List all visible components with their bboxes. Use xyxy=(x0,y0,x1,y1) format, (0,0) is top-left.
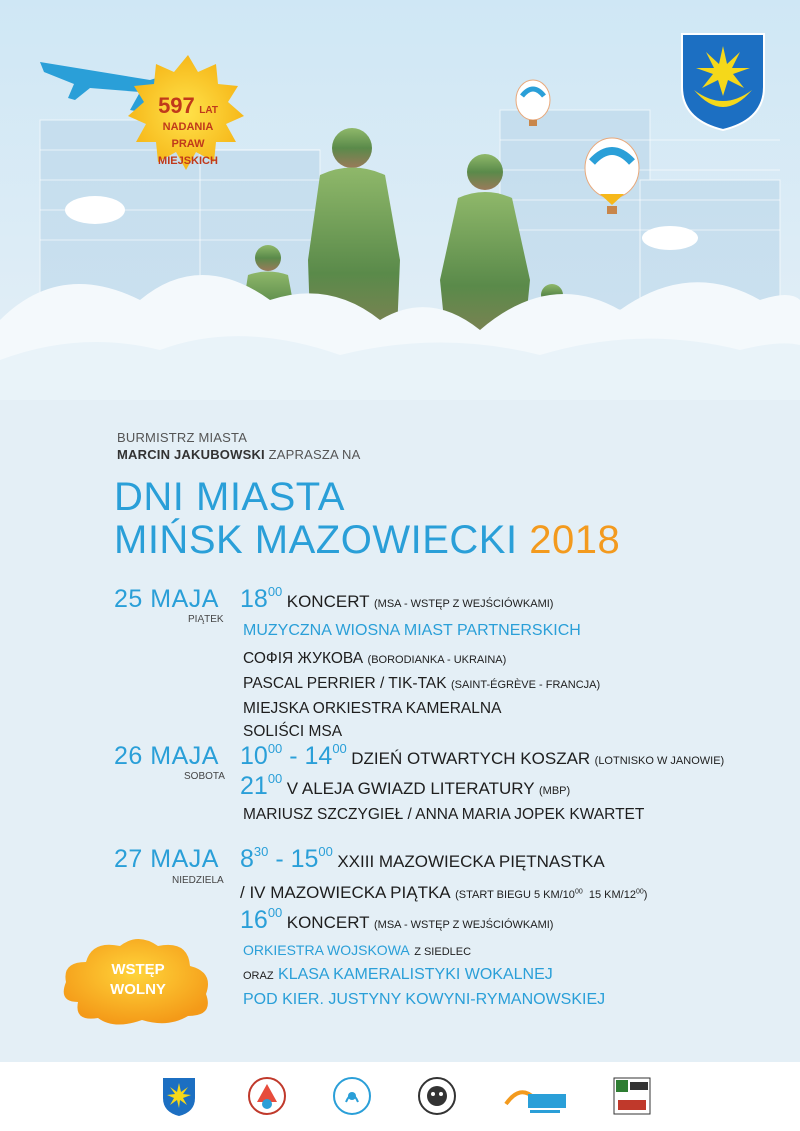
day2-event2-note: (MBP) xyxy=(539,785,571,797)
invitation-line2 xyxy=(117,447,360,462)
day3-event2-title: / IV MAZOWIECKA PIĄTKA xyxy=(240,883,451,902)
day3-weekday: NIEDZIELA xyxy=(172,875,224,886)
day3-event1-title: XXIII MAZOWIECKA PIĘTNASTKA xyxy=(337,852,605,871)
list-item: PASCAL PERRIER / TIK-TAK (SAINT-ÉGRÈVE - FRANCJA) xyxy=(243,675,601,692)
day3-time3: $16^{00}$ xyxy=(240,904,283,934)
day3-event3-title: KONCERT xyxy=(286,913,370,932)
city-crest-icon xyxy=(157,1074,201,1118)
page-title-year: 2018 xyxy=(529,518,621,562)
day2-event1-note: (LOTNISKO W JANOWIE) xyxy=(594,755,725,767)
mosir-logo-icon xyxy=(500,1074,570,1118)
day3-leader: POD KIER. JUSTYNY KOWYNI-RYMANOWSKIEJ xyxy=(243,991,606,1008)
sponsor-footer xyxy=(0,1062,800,1131)
day2-event2 xyxy=(240,772,570,801)
invite-text: ZAPRASZA NA xyxy=(268,447,361,462)
day1-weekday: PIĄTEK xyxy=(188,614,224,625)
day1-date: 25 MAJA xyxy=(114,585,219,613)
free-entry-line2: WOLNY xyxy=(110,981,166,998)
free-entry-line1: WSTĘP xyxy=(111,961,165,978)
day3-event1 xyxy=(240,845,605,874)
badge-number: 597 xyxy=(158,93,195,118)
badge-unit: LAT xyxy=(199,105,218,116)
invitation-line1: BURMISTRZ MIASTA xyxy=(117,430,248,445)
day2-time2: $21^{00}$ xyxy=(240,770,283,800)
day1-event-title: KONCERT xyxy=(286,592,370,611)
anniversary-badge-text xyxy=(146,93,230,169)
day1-subtitle: MUZYCZNA WIOSNA MIAST PARTNERSKICH xyxy=(243,622,581,639)
list-item: MIEJSKA ORKIESTRA KAMERALNA xyxy=(243,700,502,717)
day3-event2 xyxy=(240,883,647,903)
day3-time-range: $8^{30} - 15^{00}$ xyxy=(240,843,333,873)
day2-date: 26 MAJA xyxy=(114,742,219,770)
coat-of-arms-icon xyxy=(680,32,766,132)
day2-event1-title: DZIEŃ OTWARTYCH KOSZAR xyxy=(351,749,591,768)
page-title-line2 xyxy=(114,518,620,562)
badge-line3: MIEJSKICH xyxy=(158,155,218,167)
music-school-logo-icon xyxy=(330,1074,374,1118)
day2-performers: MARIUSZ SZCZYGIEŁ / ANNA MARIA JOPEK KWARTET xyxy=(243,806,645,823)
day1-list xyxy=(243,647,600,743)
page-title-line1: DNI MIASTA xyxy=(114,475,345,519)
badge-line2: PRAW xyxy=(171,138,205,150)
badge-line1: NADANIA xyxy=(162,121,214,133)
day3-date: 27 MAJA xyxy=(114,845,219,873)
independence-anniversary-logo-icon xyxy=(610,1074,654,1118)
day3-event3 xyxy=(240,906,553,935)
day1-event-note: (MSA - WSTĘP Z WEJŚCIÓWKAMI) xyxy=(374,598,554,610)
list-item: SOLIŚCI MSA xyxy=(243,723,343,740)
free-entry-text xyxy=(68,960,208,1000)
day2-event1 xyxy=(240,742,724,771)
day2-time-range: $10^{00} - 14^{00}$ xyxy=(240,740,347,770)
day2-event2-title: V ALEJA GWIAZD LITERATURY xyxy=(286,779,535,798)
day2-weekday: SOBOTA xyxy=(184,771,225,782)
day1-time: $18^{00}$ xyxy=(240,583,283,613)
day3-class: ORAZ KLASA KAMERALISTYKI WOKALNEJ xyxy=(243,966,553,983)
day3-event2-note: (START BIEGU 5 KM/10$^{00}$ 15 KM/12$^{00}$) xyxy=(455,888,648,901)
cultural-center-logo-icon xyxy=(245,1074,289,1118)
library-logo-icon xyxy=(415,1074,459,1118)
day1-event xyxy=(240,585,553,614)
list-item: СОФІЯ ЖУКОВА (BORODIANKA - UKRAINA) xyxy=(243,650,507,667)
mayor-name: MARCIN JAKUBOWSKI xyxy=(117,447,265,462)
day3-orchestra: ORKIESTRA WOJSKOWA Z SIEDLEC xyxy=(243,942,472,958)
day3-event3-note: (MSA - WSTĘP Z WEJŚCIÓWKAMI) xyxy=(374,919,554,931)
page-title-city: MIŃSK MAZOWIECKI xyxy=(114,518,518,562)
